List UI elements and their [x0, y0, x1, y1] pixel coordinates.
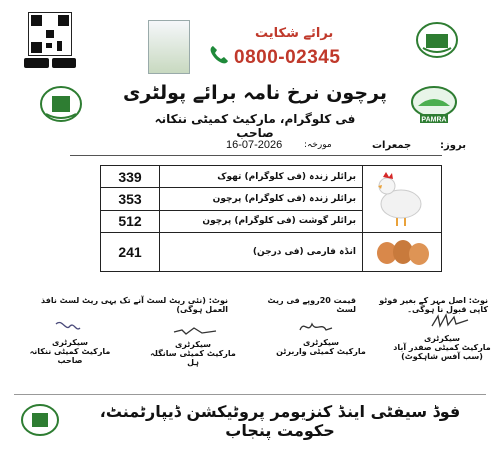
- signature-mark: [430, 312, 470, 330]
- page-title: پرچون نرخ نامہ برائے پولٹری: [123, 82, 387, 104]
- pamra-logo: [408, 84, 460, 124]
- table-row: [101, 233, 442, 272]
- divider: [70, 155, 442, 156]
- divider: [14, 394, 486, 395]
- day-value: جمعرات: [372, 140, 412, 151]
- phone-icon: [208, 44, 230, 66]
- chicken-image-cell: [363, 166, 442, 233]
- eggs-image-cell: [363, 233, 442, 272]
- helpline-number: 0800-02345: [234, 47, 341, 68]
- signatory-title: سیکرٹری: [423, 334, 461, 343]
- item-cell: برائلر زندہ (فی کلوگرام) تھوک: [160, 166, 363, 188]
- signatory-office: مارکیٹ کمیٹی صفدر آباد: [393, 343, 491, 352]
- signature-block: [276, 338, 366, 356]
- price-cell: 339: [101, 166, 160, 188]
- date-label: مورخہ:: [304, 140, 332, 150]
- pamra-logo-text: PAMRA: [421, 116, 447, 124]
- eggs-image: [363, 233, 441, 267]
- page-subtitle: فی کلوگرام، مارکیٹ کمیٹی ننکانہ صاحب: [154, 112, 356, 140]
- signature-mark: [296, 318, 336, 336]
- chicken-image: [363, 166, 441, 228]
- day-label: بروز:: [440, 140, 466, 151]
- complaint-label: برائے شکایت: [255, 26, 334, 41]
- price-cell: 353: [101, 188, 160, 210]
- price-table: [100, 165, 442, 272]
- note-price: قیمت 20روپے فی ریٹ لسٹ: [267, 296, 356, 314]
- signature-mark: [172, 322, 218, 340]
- signatory-office: مارکیٹ کمیٹی ننکانہ صاحب: [29, 347, 111, 365]
- date-value: 16-07-2026: [226, 139, 283, 151]
- note-photocopy: نوٹ: اصل مہر کے بغیر فوٹو کاپی قبول نا ہوگی۔: [379, 296, 488, 314]
- price-cell: 512: [101, 210, 160, 232]
- item-cell: برائلر زندہ (فی کلوگرام) پرچون: [160, 188, 363, 210]
- signature-mark: [52, 318, 82, 336]
- signature-block: [20, 338, 120, 365]
- signatory-office-note: (سب آفس شاہکوٹ): [401, 352, 483, 361]
- signatory-title: سیکرٹری: [51, 338, 89, 347]
- item-cell: برائلر گوشت (فی کلوگرام) پرچون: [160, 210, 363, 232]
- department-name: فوڈ سیفٹی اینڈ کنزیومر پروٹیکشن ڈیپارٹمنٹ، حکومت پنجاب: [99, 402, 461, 440]
- table-row: [101, 166, 442, 188]
- signatory-title: سیکرٹری: [174, 340, 212, 349]
- signatory-office: مارکیٹ کمیٹی سانگلہ ہل: [150, 349, 236, 367]
- note-validity: نوٹ: (نئی ریٹ لسٹ آنے تک یہی ریٹ لسٹ نافذ العمل ہوگی): [40, 296, 228, 314]
- punjab-government-logo: [415, 20, 459, 60]
- signatory-title: سیکرٹری: [302, 338, 340, 347]
- signatory-office: مارکیٹ کمیٹی واربرٹن: [276, 347, 366, 356]
- food-department-logo: [38, 84, 84, 124]
- item-cell: انڈہ فارمی (فی درجن): [160, 233, 363, 272]
- price-cell: 241: [101, 233, 160, 272]
- app-banner-image: [148, 20, 190, 74]
- signature-block: [392, 334, 492, 361]
- app-store-badges: [24, 58, 76, 68]
- food-department-logo: [20, 402, 60, 438]
- signature-block: [148, 340, 238, 367]
- qr-code: [28, 12, 72, 56]
